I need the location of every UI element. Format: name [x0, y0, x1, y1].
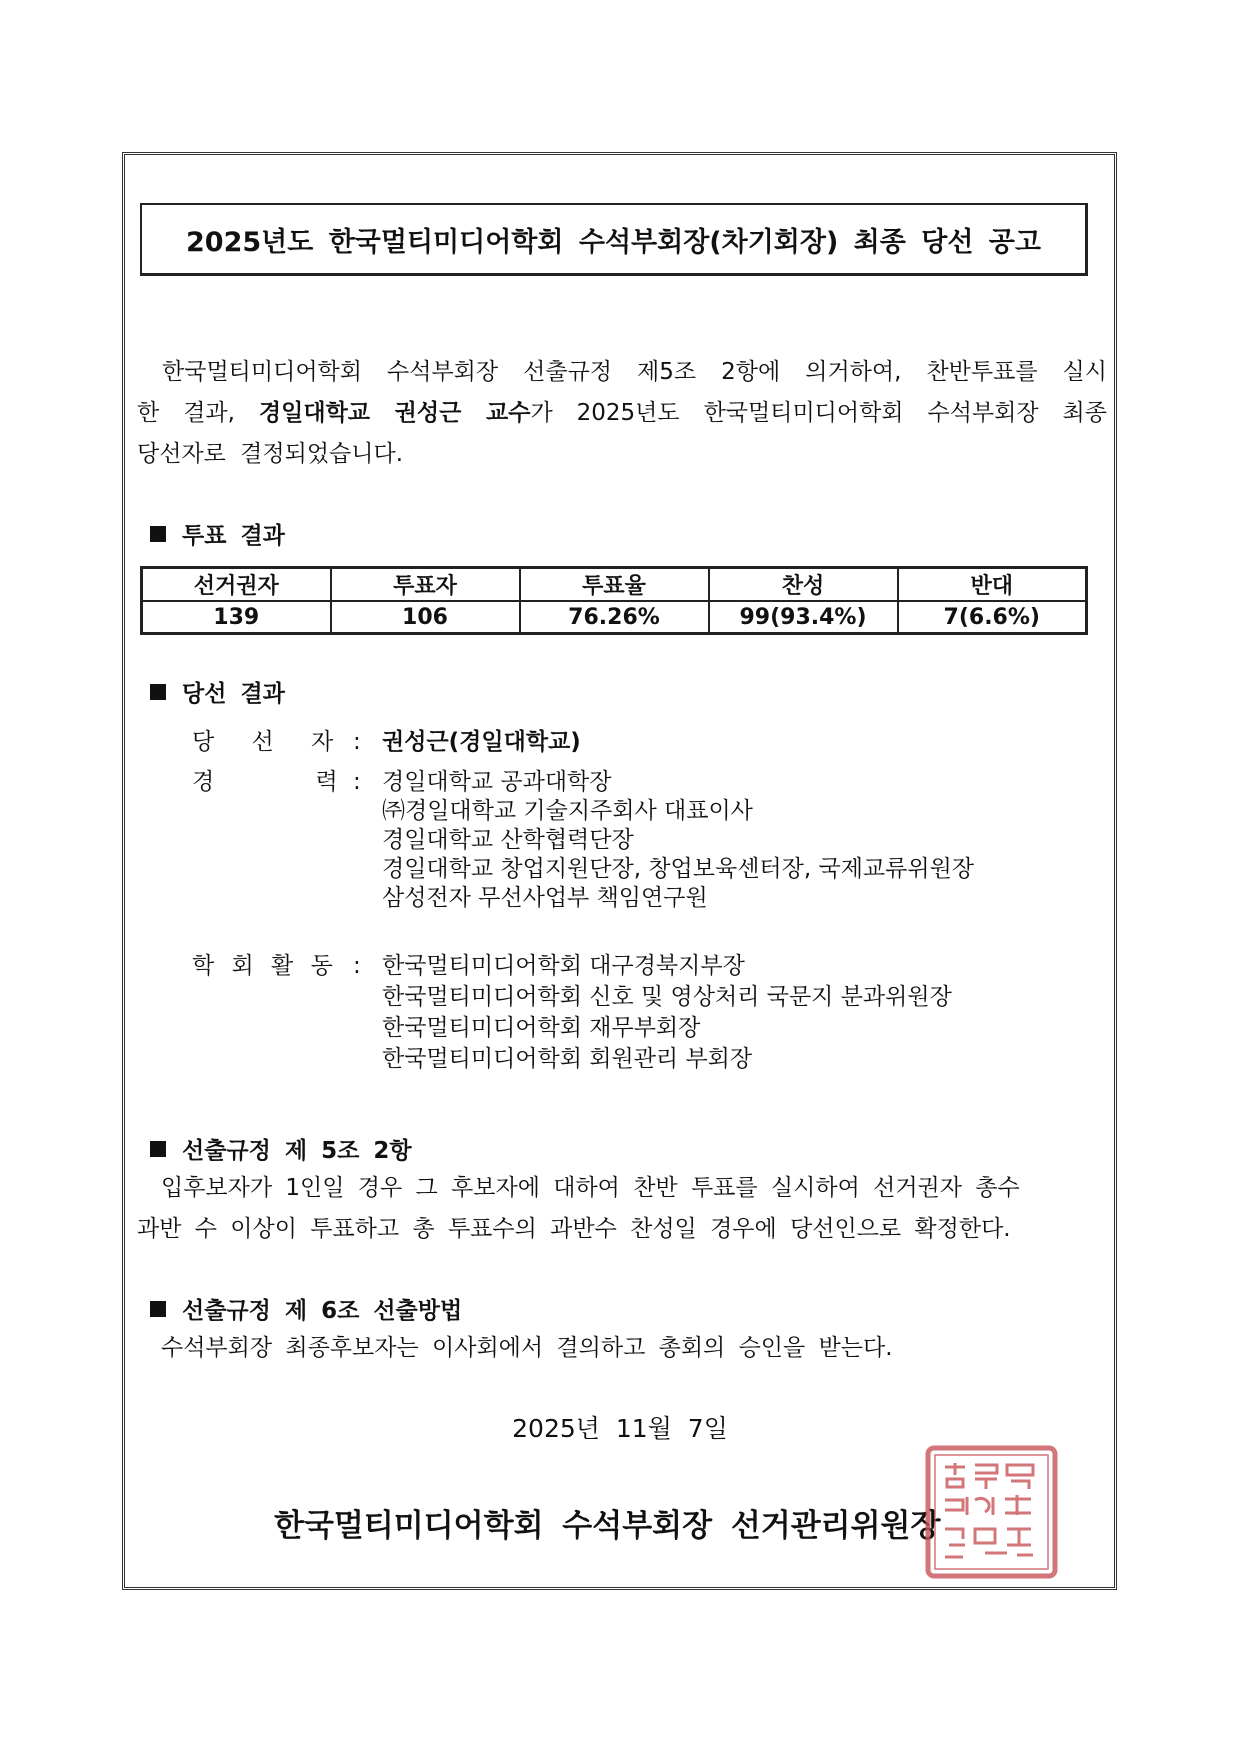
career-item: 경일대학교 창업지원단장, 창업보육센터장, 국제교류위원장	[382, 856, 975, 882]
rule5-line-1: 입후보자가 1인일 경우 그 후보자에 대하여 찬반 투표를 실시하여 선거권자 총수	[161, 1175, 1020, 1201]
vote-header-cell: 선거권자	[142, 568, 331, 602]
square-bullet-icon	[150, 526, 166, 542]
career-item: 삼성전자 무선사업부 책임연구원	[382, 885, 708, 911]
square-bullet-icon	[150, 1301, 166, 1317]
career-item: ㈜경일대학교 기술지주회사 대표이사	[382, 798, 753, 824]
vote-header-row	[142, 568, 1087, 602]
vote-value-cell: 7(6.6%)	[898, 601, 1087, 634]
winner-colon: :	[353, 729, 361, 755]
activity-item: 한국멀티미디어학회 회원관리 부회장	[382, 1046, 753, 1072]
winner-value: 권성근(경일대학교)	[382, 729, 581, 755]
intro-line-2-a: 한 결과,	[137, 400, 259, 426]
rule5-heading	[150, 1132, 412, 1165]
result-heading-text: 당선 결과	[182, 681, 285, 707]
rule5-heading-text: 선출규정 제 5조 2항	[182, 1138, 412, 1164]
career-item: 경일대학교 산학협력단장	[382, 827, 634, 853]
rule5-text	[137, 1168, 1107, 1250]
intro-line-1-text: 한국멀티미디어학회 수석부회장 선출규정 제5조 2항에 의거하여, 찬반투표를 실시	[162, 359, 1107, 385]
official-seal-icon	[925, 1445, 1058, 1579]
vote-header-cell: 투표율	[520, 568, 709, 602]
intro-paragraph	[137, 352, 1107, 475]
winner-label: 당 선 자	[192, 729, 334, 755]
vote-heading-text: 투표 결과	[182, 523, 285, 549]
activity-item: 한국멀티미디어학회 대구경북지부장	[382, 953, 745, 979]
intro-winner-bold: 경일대학교 권성근 교수	[258, 400, 531, 426]
vote-value-cell: 99(93.4%)	[709, 601, 898, 634]
activity-item: 한국멀티미디어학회 신호 및 영상처리 국문지 분과위원장	[382, 984, 952, 1010]
intro-line-2	[137, 393, 1107, 434]
vote-value-cell: 76.26%	[520, 601, 709, 634]
vote-value-cell: 139	[142, 601, 331, 634]
career-label: 경 력	[192, 769, 338, 795]
signer-name: 한국멀티미디어학회 수석부회장 선거관리위원장	[274, 1508, 941, 1544]
announcement-title	[140, 203, 1088, 276]
square-bullet-icon	[150, 1141, 166, 1157]
career-colon: :	[353, 769, 361, 795]
vote-value-row	[142, 601, 1087, 634]
intro-line-1	[137, 352, 1107, 393]
result-section-heading	[150, 675, 285, 708]
announcement-date: 2025년 11월 7일	[512, 1414, 728, 1443]
career-item: 경일대학교 공과대학장	[382, 769, 612, 795]
vote-section-heading	[150, 517, 285, 550]
rule6-text	[137, 1328, 1107, 1369]
vote-header-cell: 투표자	[331, 568, 520, 602]
vote-results-table	[140, 566, 1088, 635]
rule5-line-2: 과반 수 이상이 투표하고 총 투표수의 과반수 찬성일 경우에 당선인으로 확정한다.	[137, 1216, 1011, 1242]
intro-line-2-b: 가 2025년도 한국멀티미디어학회 수석부회장 최종	[530, 400, 1107, 426]
rule6-line-1: 수석부회장 최종후보자는 이사회에서 결의하고 총회의 승인을 받는다.	[161, 1335, 893, 1361]
rule6-heading	[150, 1292, 462, 1325]
activity-label: 학 회 활 동	[192, 953, 333, 979]
square-bullet-icon	[150, 684, 166, 700]
vote-header-cell: 반대	[898, 568, 1087, 602]
title-text: 2025년도 한국멀티미디어학회 수석부회장(차기회장) 최종 당선 공고	[186, 226, 1041, 258]
vote-header-cell: 찬성	[709, 568, 898, 602]
activity-colon: :	[353, 953, 361, 979]
vote-value-cell: 106	[331, 601, 520, 634]
rule6-heading-text: 선출규정 제 6조 선출방법	[182, 1298, 463, 1324]
intro-line-3: 당선자로 결정되었습니다.	[137, 441, 404, 467]
activity-item: 한국멀티미디어학회 재무부회장	[382, 1015, 701, 1041]
